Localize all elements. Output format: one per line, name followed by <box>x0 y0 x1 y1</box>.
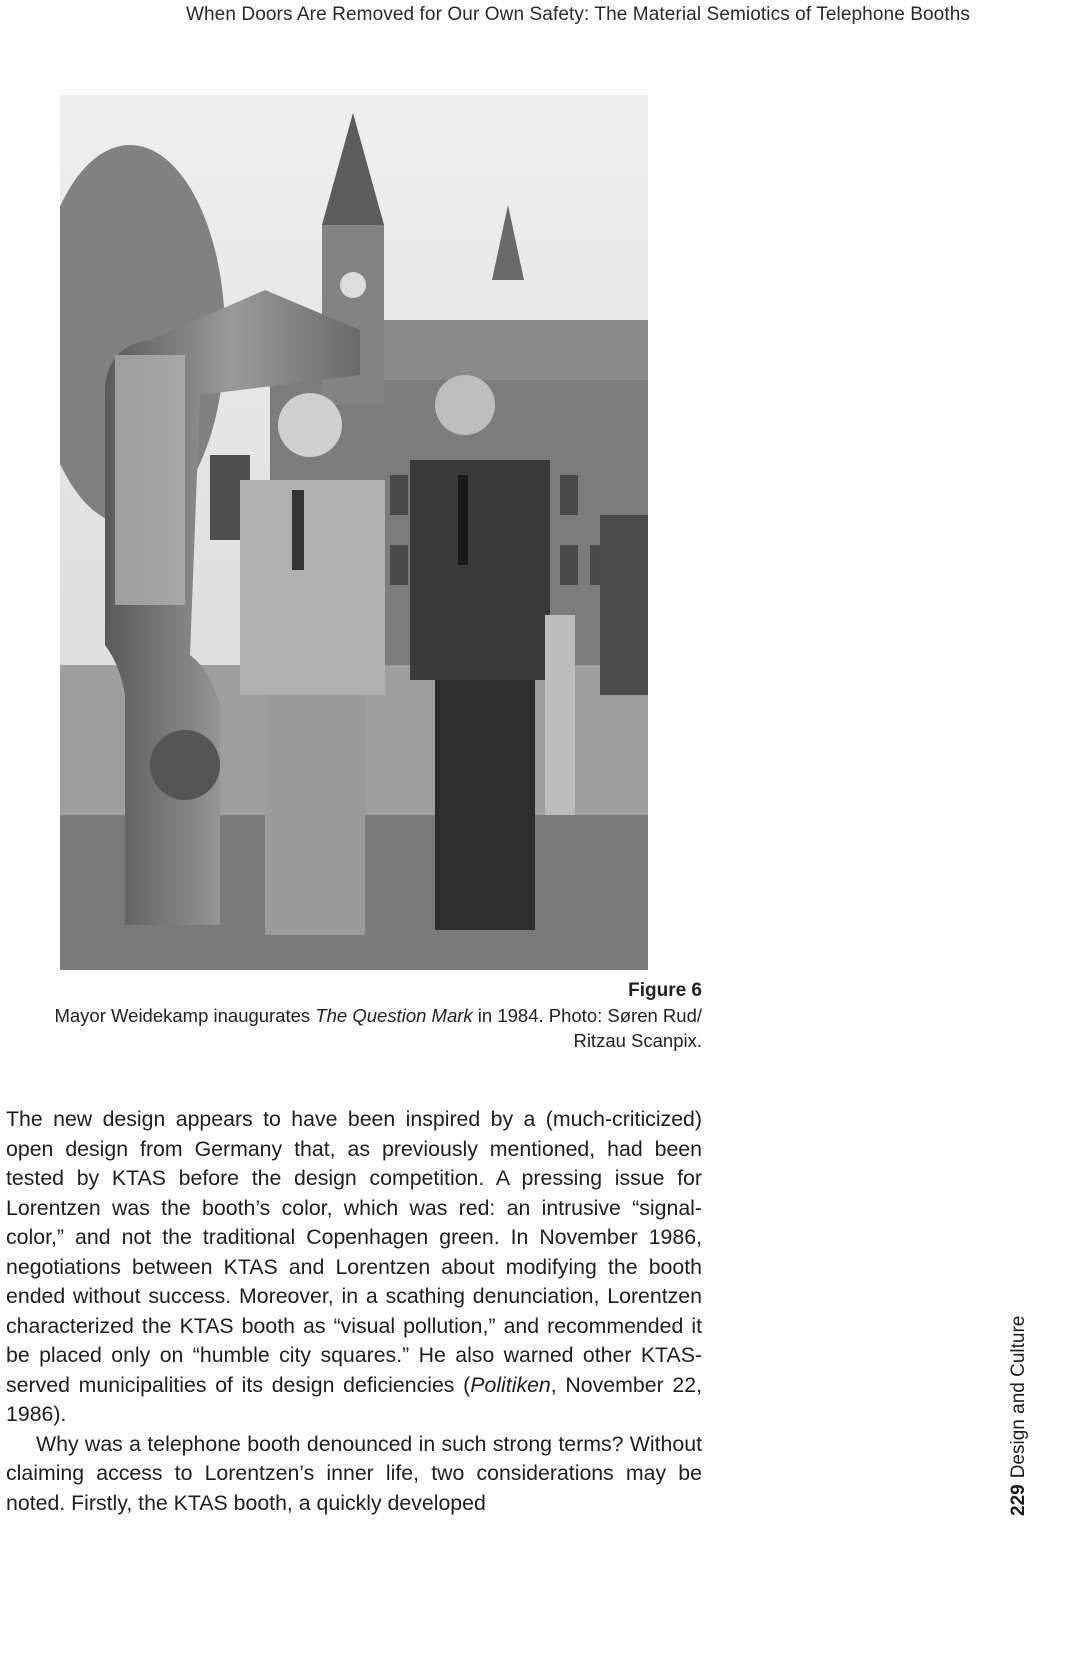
paragraph: Why was a telephone booth denounced in such strong terms? Without claiming access to Lorentzen’s inner life, two considerations may be noted. Firstly, the KTAS booth, a quickly developed <box>6 1431 702 1515</box>
paragraph <box>6 1105 702 1430</box>
figure-label: Figure 6 <box>628 980 702 1001</box>
paragraph-text: , November 22, 1986). <box>6 1372 702 1426</box>
running-head: When Doors Are Removed for Our Own Safety: The Material Semiotics of Telephone Booths <box>185 4 970 25</box>
figure-photo <box>60 95 648 970</box>
page-footer <box>1008 1316 1030 1516</box>
caption-line-2: Ritzau Scanpix. <box>573 1030 702 1051</box>
page-number: 229 <box>1008 1484 1029 1516</box>
journal-name: Design and Culture <box>1008 1315 1029 1479</box>
caption-artwork-title: The Question Mark <box>315 1005 473 1026</box>
caption-text: Mayor Weidekamp inaugurates <box>54 1005 316 1026</box>
figure-caption <box>30 978 702 1053</box>
italic-citation: Politiken <box>470 1372 551 1397</box>
paragraph-text: The new design appears to have been inspired by a (much-criticized) open design from Germany that, as previously mentioned, had been tested by KTAS before the design competition. A pressing issue for Lorentzen was the booth’s color, which was red: an intrusive “signal-color,” and not the traditional Copenhagen green. In November 1986, negotiations between KTAS and Lorentzen about modifying the booth ended without success. Moreover, in a scathing denunciation, Lorentzen characterized the KTAS booth as “visual pollution,” and recommended it be placed only on “humble city squares.” He also warned other KTAS-served municipalities of its design deficiencies ( <box>6 1107 702 1397</box>
body-text <box>6 1105 702 1518</box>
caption-line-1 <box>30 1003 702 1028</box>
caption-credit: in 1984. Photo: Søren Rud/ <box>472 1005 702 1026</box>
